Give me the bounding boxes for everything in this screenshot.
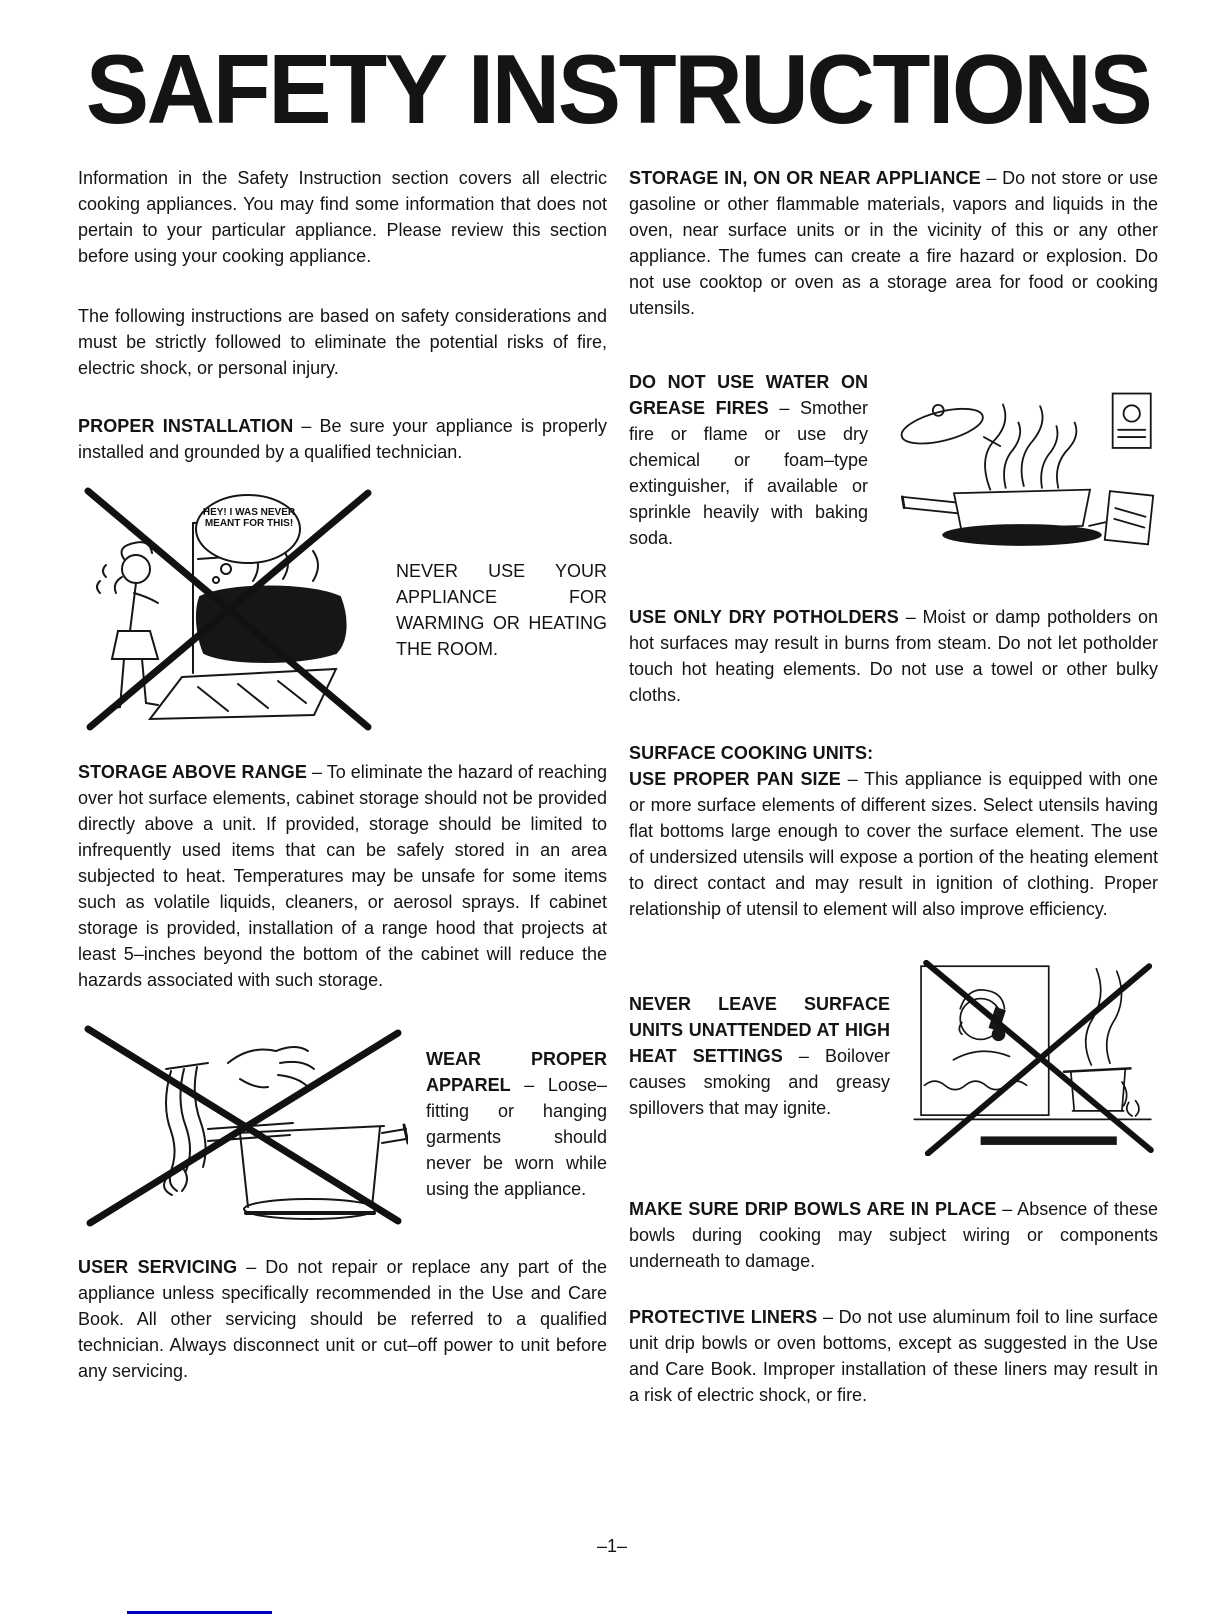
section-drip-bowls: [629, 1196, 1158, 1274]
dry-potholders-heading: USE ONLY DRY POTHOLDERS: [629, 606, 899, 627]
speech-bubble-text: HEY! I WAS NEVER MEANT FOR THIS!: [202, 506, 296, 529]
footer-accent-line: [127, 1611, 272, 1614]
never-leave-heading: NEVER LEAVE SURFACE UNITS UNATTENDED AT HIGH HEAT SETTINGS: [629, 993, 890, 1066]
caption-grease-fires: [629, 369, 868, 551]
protective-liners-heading: PROTECTIVE LINERS: [629, 1306, 818, 1327]
dry-potholders-body: – Moist or damp potholders on hot surfaces may result in burns from steam. Do not let potholder touch hot heating elements. Do not use a towel or other bulky cloths.: [629, 606, 1158, 705]
section-protective-liners: [629, 1304, 1158, 1408]
never-leave-body: – Boilover causes smoking and greasy spillovers that may ignite.: [629, 1045, 890, 1118]
storage-above-range-heading: STORAGE ABOVE RANGE: [78, 761, 307, 782]
protective-liners-body: – Do not use aluminum foil to line surface unit drip bowls or oven bottoms, except as suggested in the Use and Care Book. Improper installation of these liners may result in a risk of electric shock, or fire.: [629, 1306, 1158, 1405]
grease-fires-body: – Smother fire or flame or use dry chemical or foam–type extinguisher, if available or sprinkle heavily with baking soda.: [629, 397, 868, 548]
page-number: –1–: [596, 1536, 628, 1556]
figure-boilover: [629, 956, 1158, 1156]
drip-bowls-body: – Absence of these bowls during cooking may subject wiring or components underneath to damage.: [629, 1198, 1158, 1271]
wear-apparel-heading: WEAR PROPER APPAREL: [426, 1049, 607, 1096]
caption-never-leave-unattended: [629, 991, 890, 1121]
intro-paragraph-2-text: The following instructions are based on safety considerations and must be strictly followed to eliminate the potential risks of fire, electric shock, or personal injury.: [78, 305, 607, 378]
intro-paragraph-1-text: Information in the Safety Instruction section covers all electric cooking appliances. You may find some information that does not pertain to your particular appliance. Please review this section before using your cooking appliance.: [78, 167, 607, 266]
grease-fires-heading: DO NOT USE WATER ON GREASE FIRES: [629, 371, 868, 418]
oven-heating-illustration: [78, 481, 378, 739]
apparel-drawing-icon: [78, 1017, 408, 1232]
two-column-layout: [78, 165, 1158, 1408]
section-dry-potholders: [629, 604, 1158, 708]
storage-in-on-near-body: – Do not store or use gasoline or other flammable materials, vapors and liquids in the oven, near surface units or in the vicinity of this or any other appliance. The fumes can create a fire hazard or explosion. Do not use cooktop or oven as a storage area for food or cooking utensils.: [629, 167, 1159, 318]
intro-paragraph-2: [78, 303, 607, 381]
surface-cooking-heading-2: USE PROPER PAN SIZE: [629, 768, 841, 789]
boilover-illustration: [902, 956, 1158, 1156]
figure-wear-apparel: [78, 1017, 607, 1232]
right-column: [629, 165, 1158, 1408]
storage-above-range-body: – To eliminate the hazard of reaching over hot surface elements, cabinet storage should not be provided directly above a unit. If provided, storage should be limited to infrequently used items that can be safely stored in an area subjected to heat. Temperatures may be unsafe for some items such as volatile liquids, cleaners, or aerosol sprays. If cabinet storage is provided, installation of a range hood that projects at least 5–inches beyond the bottom of the cabinet will reduce the hazards associated with such storage.: [78, 761, 607, 990]
section-storage-above-range: [78, 759, 607, 993]
user-servicing-body: – Do not repair or replace any part of the appliance unless specifically recommended in the Use and Care Book. All other servicing should be referred to a qualified technician. Always disconnect unit or cut–off power to unit before any servicing.: [78, 1256, 607, 1381]
storage-in-on-near-heading: STORAGE IN, ON OR NEAR APPLIANCE: [629, 167, 981, 188]
user-servicing-heading: USER SERVICING: [78, 1256, 238, 1277]
caption-never-use-for-heating: NEVER USE YOUR APPLIANCE FOR WARMING OR HEATING THE ROOM.: [396, 560, 607, 659]
drip-bowls-heading: MAKE SURE DRIP BOWLS ARE IN PLACE: [629, 1198, 997, 1219]
page-title: SAFETY INSTRUCTIONS: [85, 34, 1151, 146]
surface-cooking-heading-1: SURFACE COOKING UNITS:: [629, 742, 874, 763]
section-storage-in-on-near: [629, 165, 1158, 321]
proper-installation-heading: PROPER INSTALLATION: [78, 415, 294, 436]
apparel-illustration: [78, 1017, 408, 1232]
grease-fire-illustration: [886, 379, 1158, 564]
left-column: [78, 165, 607, 1408]
safety-instructions-page: [0, 34, 1224, 1408]
figure-grease-fire: [629, 369, 1158, 564]
boilover-drawing-icon: [902, 956, 1158, 1156]
section-user-servicing: [78, 1254, 607, 1384]
proper-installation-body: – Be sure your appliance is properly installed and grounded by a qualified technician.: [78, 415, 607, 462]
intro-paragraph-1: [78, 165, 607, 269]
wear-apparel-body: – Loose–fitting or hanging garments should never be worn while using the appliance.: [426, 1075, 607, 1200]
grease-fire-drawing-icon: [886, 379, 1158, 564]
section-surface-cooking: [629, 740, 1158, 922]
caption-wear-proper-apparel: [426, 1046, 607, 1202]
section-proper-installation: [78, 413, 607, 465]
figure-oven-heating: [78, 481, 607, 739]
surface-cooking-body: – This appliance is equipped with one or more surface elements of different sizes. Select utensils having flat bottoms large enough to cover the surface element. The use of undersized utensils will expose a portion of the heating element to direct contact and may result in ignition of clothing. Proper relationship of utensil to element will also improve efficiency.: [629, 768, 1159, 919]
